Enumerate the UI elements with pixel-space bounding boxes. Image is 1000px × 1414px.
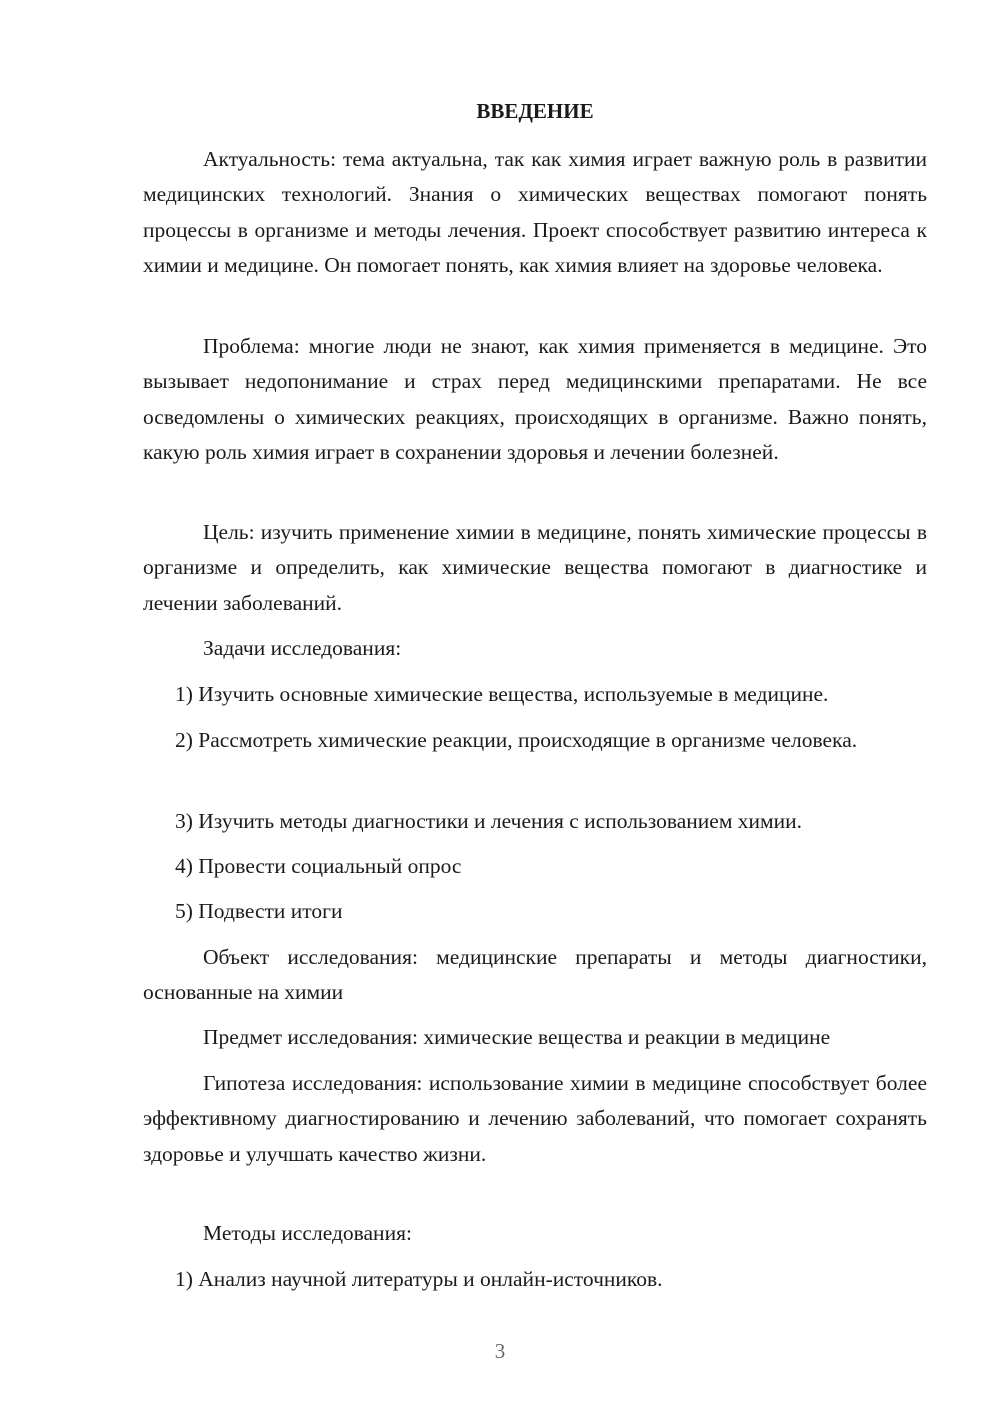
paragraph-problem: Проблема: многие люди не знают, как химия применяется в медицине. Это вызывает недопонимание и страх перед медицинскими препаратами. Не все осведомлены о химических реакциях, происходящих в организме. Важно понять, какую роль химия играет в сохранении здоровья и лечении болезней. bbox=[143, 334, 927, 464]
paragraph-goal: Цель: изучить применение химии в медицине, понять химические процессы в организме и определить, как химические вещества помогают в диагностике и лечении заболеваний. bbox=[143, 520, 927, 615]
task-item-4: 4) Провести социальный опрос bbox=[175, 854, 462, 878]
paragraph-hypothesis: Гипотеза исследования: использование химии в медицине способствует более эффективному диагностированию и лечению заболеваний, что помогает сохранять здоровье и улучшать качество жизни. bbox=[143, 1071, 927, 1166]
tasks-title: Задачи исследования: bbox=[203, 636, 402, 660]
paragraph-subject: Предмет исследования: химические вещества и реакции в медицине bbox=[203, 1025, 831, 1049]
method-item-1: 1) Анализ научной литературы и онлайн-источников. bbox=[175, 1267, 663, 1291]
task-item-1: 1) Изучить основные химические вещества, используемые в медицине. bbox=[175, 682, 829, 706]
methods-title: Методы исследования: bbox=[203, 1221, 412, 1245]
task-item-3: 3) Изучить методы диагностики и лечения с использованием химии. bbox=[175, 809, 803, 833]
paragraph-relevance: Актуальность: тема актуальна, так как химия играет важную роль в развитии медицинских технологий. Знания о химических веществах помогают понять процессы в организме и методы лечения. Проект способствует развитию интереса к химии и медицине. Он помогает понять, как химия влияет на здоровье человека. bbox=[143, 147, 927, 277]
page-number: 3 bbox=[494, 1339, 506, 1363]
section-heading: ВВЕДЕНИЕ bbox=[476, 99, 594, 123]
task-item-5: 5) Подвести итоги bbox=[175, 899, 343, 923]
paragraph-object: Объект исследования: медицинские препараты и методы диагностики, основанные на химии bbox=[143, 945, 927, 1005]
task-item-2: 2) Рассмотреть химические реакции, происходящие в организме человека. bbox=[175, 728, 858, 752]
